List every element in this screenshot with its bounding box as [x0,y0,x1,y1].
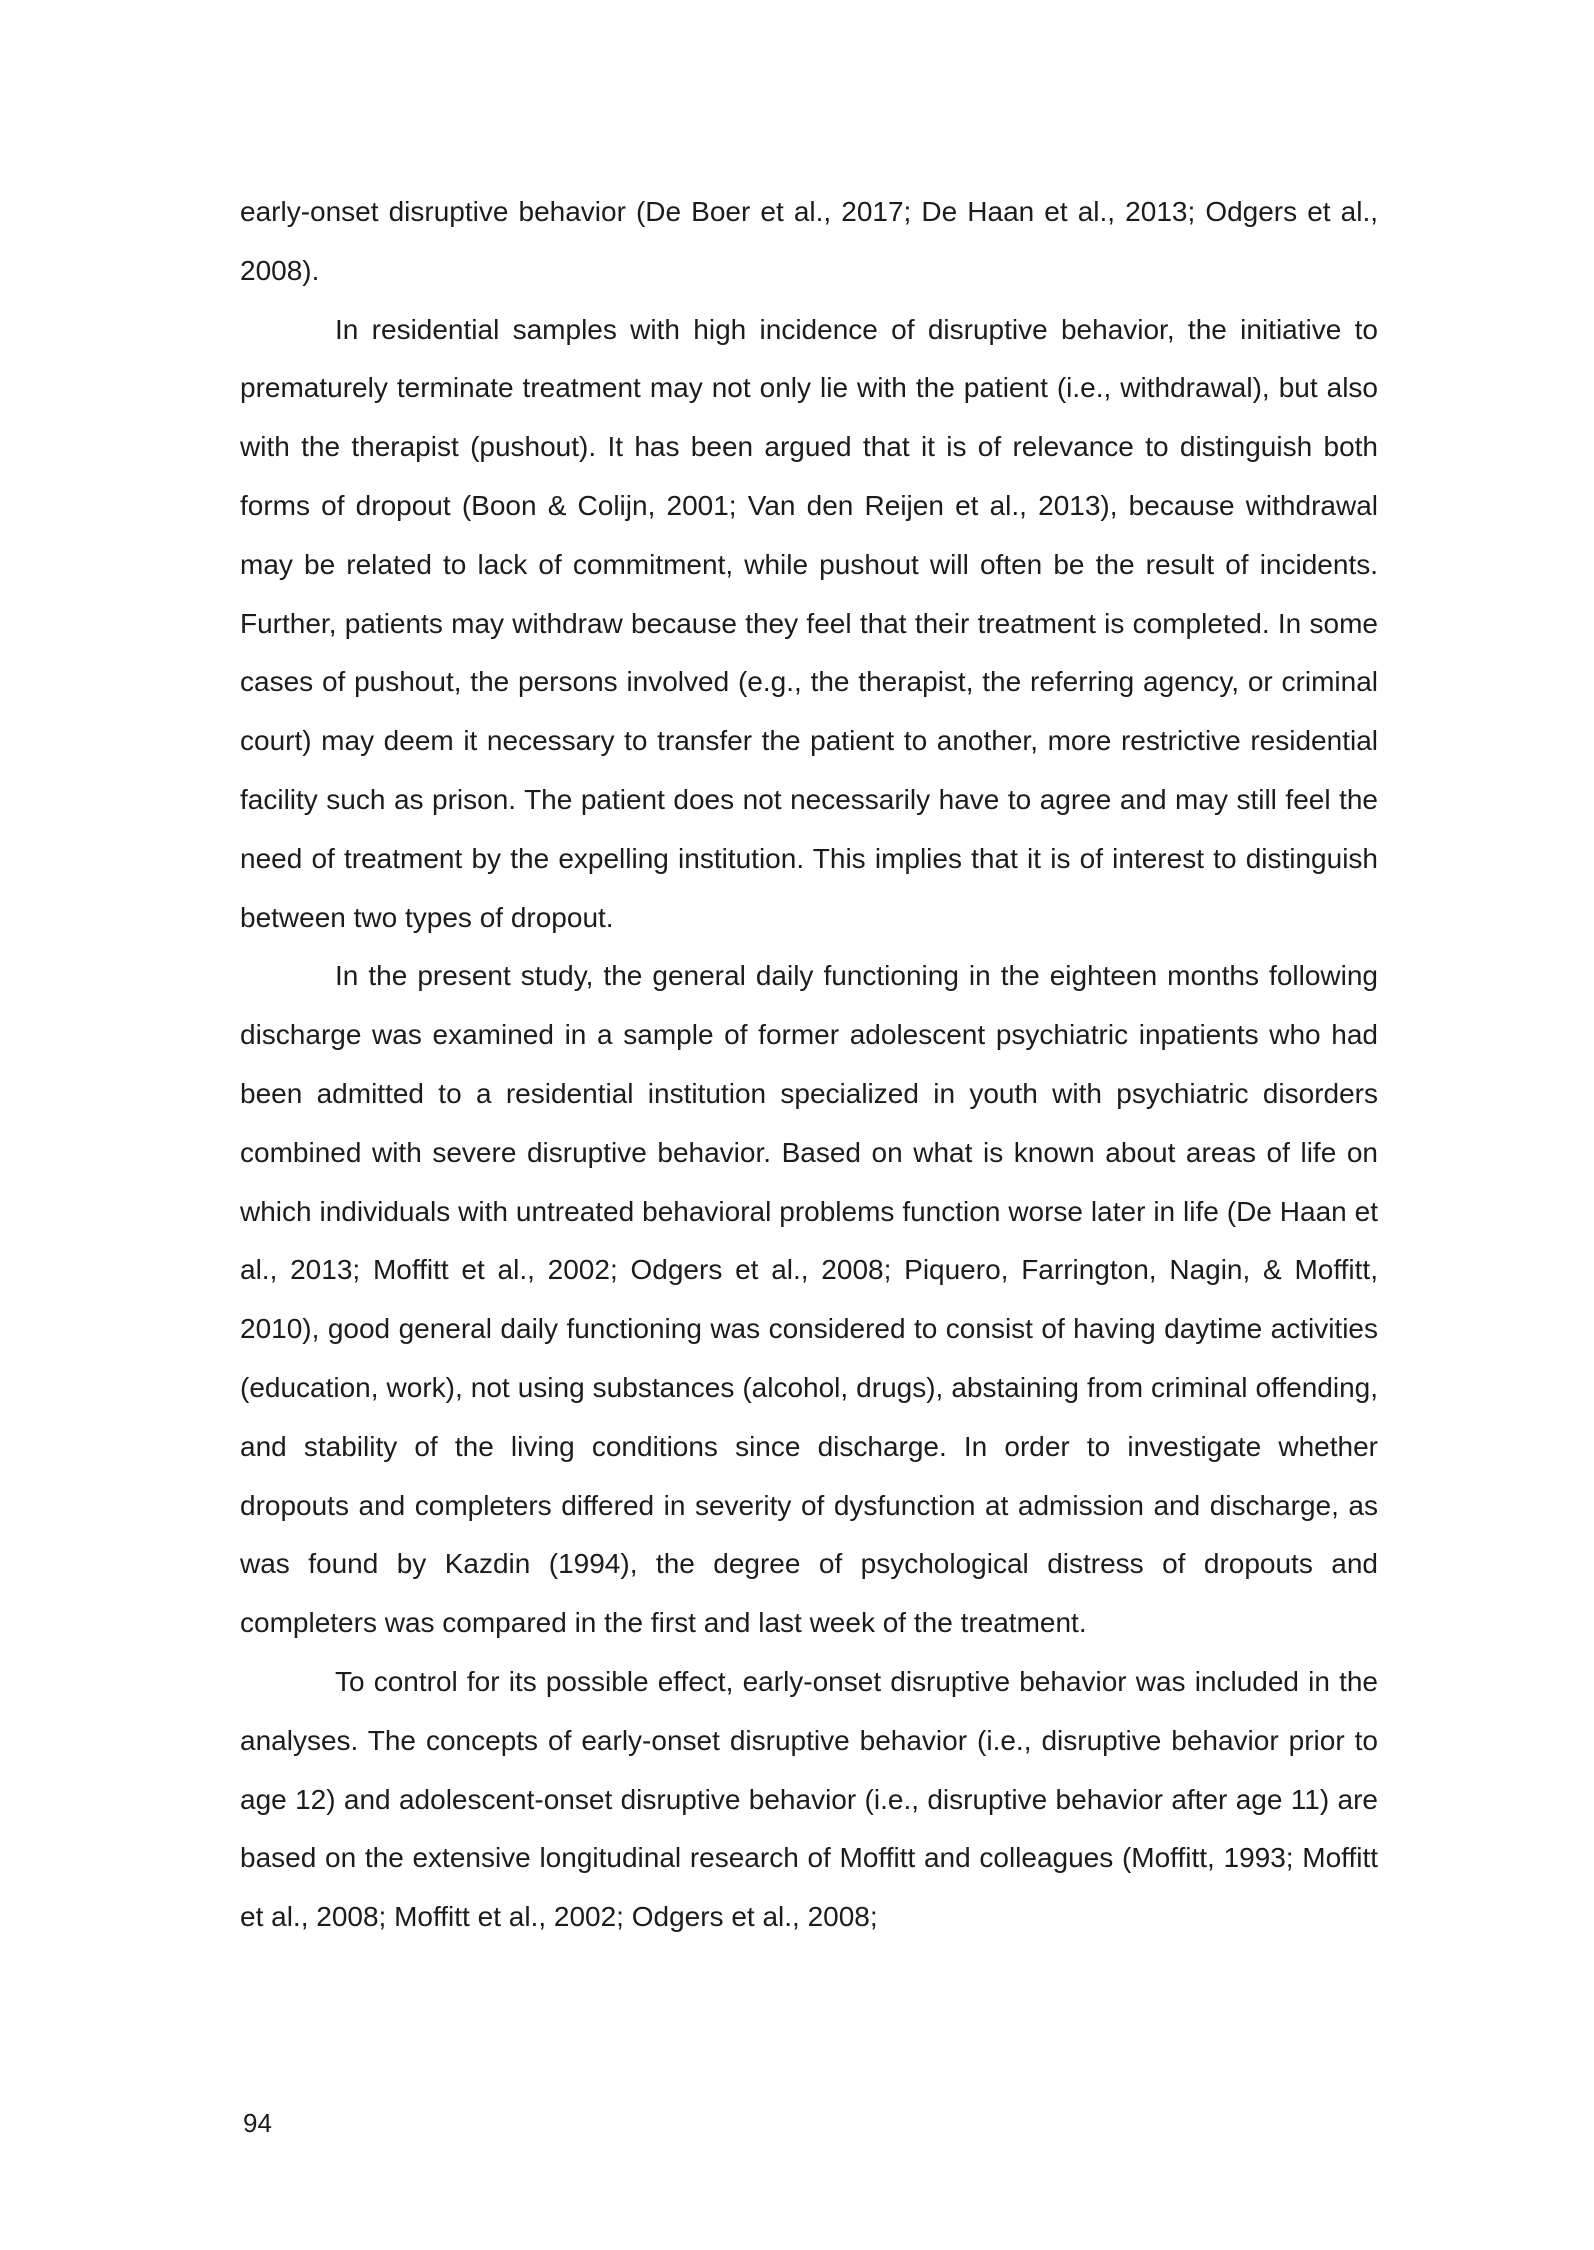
paragraph-early-onset: To control for its possible effect, early-onset disruptive behavior was included in the analyses. The concepts of early-onset disruptive behavior (i.e., disruptive behavior prior to age 12) and adolescent-onset disruptive behavior (i.e., disruptive behavior after age 11) are based on the extensive longitudinal research of Moffitt and colleagues (Moffitt, 1993; Moffitt et al., 2008; Moffitt et al., 2002; Odgers et al., 2008; [240,1665,1378,1933]
paragraph-continuation: early-onset disruptive behavior (De Boer et al., 2017; De Haan et al., 2013; Odgers et al., 2008). [240,196,1378,286]
paragraph-present-study: In the present study, the general daily functioning in the eighteen months following discharge was examined in a sample of former adolescent psychiatric inpatients who had been admitted to a residential institution specialized in youth with psychiatric disorders combined with severe disruptive behavior. Based on what is known about areas of life on which individuals with untreated behavioral problems function worse later in life (De Haan et al., 2013; Moffitt et al., 2002; Odgers et al., 2008; Piquero, Farrington, Nagin, & Moffitt, 2010), good general daily functioning was considered to consist of having daytime activities (education, work), not using substances (alcohol, drugs), abstaining from criminal offending, and stability of the living conditions since discharge. In order to investigate whether dropouts and completers differed in severity of dysfunction at admission and discharge, as was found by Kazdin (1994), the degree of psychological distress of dropouts and completers was compared in the first and last week of the treatment. [240,960,1378,1639]
page-number: 94 [243,2108,272,2138]
body-text [240,183,1378,1947]
paragraph-dropout-types: In residential samples with high incidence of disruptive behavior, the initiative to prematurely terminate treatment may not only lie with the patient (i.e., withdrawal), but also with the therapist (pushout). It has been argued that it is of relevance to distinguish both forms of dropout (Boon & Colijn, 2001; Van den Reijen et al., 2013), because withdrawal may be related to lack of commitment, while pushout will often be the result of incidents. Further, patients may withdraw because they feel that their treatment is completed. In some cases of pushout, the persons involved (e.g., the therapist, the referring agency, or criminal court) may deem it necessary to transfer the patient to another, more restrictive residential facility such as prison. The patient does not necessarily have to agree and may still feel the need of treatment by the expelling institution. This implies that it is of interest to distinguish between two types of dropout. [240,313,1378,933]
